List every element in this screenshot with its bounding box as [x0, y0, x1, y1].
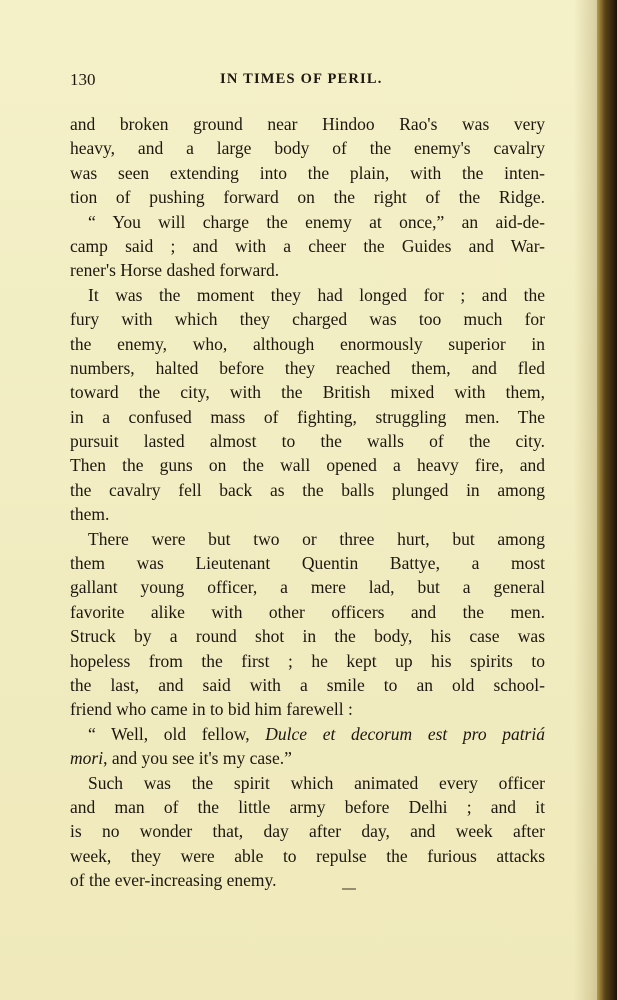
text-line: week, they were able to repulse the furious attacks [70, 845, 545, 866]
text-line: heavy, and a large body of the enemy's cavalry [70, 138, 545, 159]
text-line: was seen extending into the plain, with the inten- [70, 162, 545, 183]
text-line: hopeless from the first ; he kept up his spirits to [70, 650, 545, 671]
text-line: the last, and said with a smile to an old school- [70, 674, 545, 695]
text-line: There were but two or three hurt, but among [88, 528, 545, 549]
text-line: and man of the little army before Delhi ; and it [70, 796, 545, 817]
text-line: It was the moment they had longed for ; and the [88, 284, 545, 305]
text-line: gallant young officer, a mere lad, but a general [70, 577, 545, 598]
text-line: favorite alike with other officers and the men. [70, 601, 545, 622]
text-line-quote-end [70, 746, 545, 770]
quote-text-end: , and you see it's my case.” [103, 748, 292, 769]
text-line: Such was the spirit which animated every officer [88, 772, 545, 793]
book-spine [597, 0, 617, 1000]
text-line: pursuit lasted almost to the walls of the city. [70, 431, 545, 452]
text-line: fury with which they charged was too much for [70, 309, 545, 330]
text-line: the enemy, who, although enormously superior in [70, 333, 545, 354]
text-line: friend who came in to bid him farewell : [70, 699, 353, 720]
text-line: rener's Horse dashed forward. [70, 260, 280, 281]
text-line: them was Lieutenant Quentin Battye, a most [70, 553, 545, 574]
printer-mark [342, 888, 356, 890]
text-line: is no wonder that, day after day, and week after [70, 821, 545, 842]
text-line: Struck by a round shot in the body, his case was [70, 626, 545, 647]
text-line: the cavalry fell back as the balls plunged in among [70, 479, 545, 500]
text-line: and broken ground near Hindoo Rao's was very [70, 114, 545, 134]
running-head [70, 70, 546, 92]
text-line: numbers, halted before they reached them, and fled [70, 357, 545, 378]
text-line: in a confused mass of fighting, struggling men. The [70, 406, 545, 427]
text-line: camp said ; and with a cheer the Guides and War- [70, 235, 545, 256]
body-text [70, 112, 545, 893]
latin-quote-italic: Dulce et decorum est pro patriá [265, 723, 545, 744]
text-line: toward the city, with the British mixed with them, [70, 382, 545, 403]
page-number: 130 [70, 70, 96, 89]
text-line: of the ever-increasing enemy. [70, 870, 277, 891]
text-line: Then the guns on the wall opened a heavy fire, and [70, 455, 545, 476]
text-line-quote [70, 722, 545, 746]
running-title: IN TIMES OF PERIL. [220, 71, 383, 87]
text-line: tion of pushing forward on the right of the Ridge. [70, 187, 545, 208]
quote-text: “ Well, old fellow, [88, 723, 266, 744]
latin-quote-italic-end: mori [70, 748, 104, 769]
text-line: “ You will charge the enemy at once,” an aid-de- [88, 211, 545, 232]
text-line: them. [70, 504, 110, 525]
